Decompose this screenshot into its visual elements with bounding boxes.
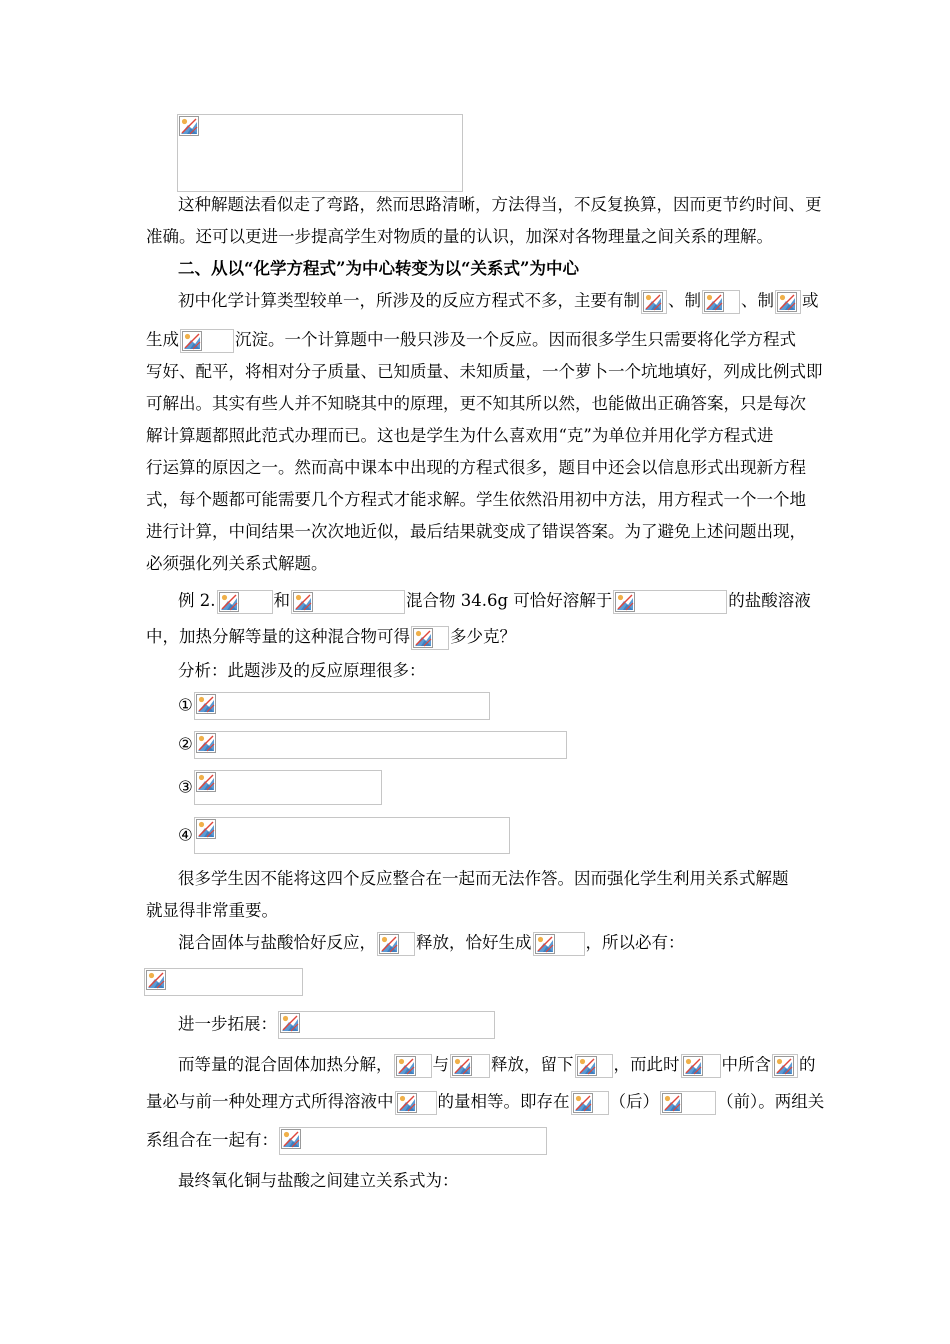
paragraph-line: 准确。还可以更进一步提高学生对物质的量的认识，加深对各物理量之间关系的理解。: [146, 227, 773, 246]
paragraph-line: 混合固体与盐酸恰好反应， 释放，恰好生成 ，所以必有：: [178, 930, 810, 956]
formula-image-placeholder: [291, 590, 405, 614]
paragraph-line: 解计算题都照此范式办理而已。这也是学生为什么喜欢用“克”为单位并用化学方程式进: [146, 426, 774, 445]
broken-image-icon: [281, 1129, 301, 1149]
example-line: 例 2. 和 混合物 34.6g 可恰好溶解于 的盐酸溶液: [178, 588, 810, 614]
broken-image-icon: [535, 934, 555, 954]
formula-image-placeholder: [613, 590, 727, 614]
broken-image-icon: [704, 292, 724, 312]
equation-image-placeholder: [194, 731, 567, 759]
paragraph-line: 系组合在一起有：: [146, 1127, 810, 1157]
formula-image-placeholder: [681, 1054, 721, 1078]
formula-image-placeholder: [702, 290, 740, 314]
equation-image-placeholder: [177, 114, 463, 192]
broken-image-icon: [179, 116, 199, 136]
broken-image-icon: [573, 1093, 593, 1113]
broken-image-icon: [196, 733, 216, 753]
paragraph-line: 而等量的混合固体加热分解， 与 释放，留下 ，而此时 中所含 的: [178, 1052, 810, 1078]
formula-image-placeholder: [575, 1054, 613, 1078]
broken-image-icon: [777, 292, 797, 312]
broken-image-icon: [662, 1093, 682, 1113]
formula-image-placeholder: [641, 290, 667, 314]
formula-image-placeholder: [377, 932, 415, 956]
paragraph-line: 量必与前一种处理方式所得溶液中 的量相等。即存在 （后） （前）。两组关: [146, 1089, 810, 1115]
broken-image-icon: [196, 772, 216, 792]
paragraph-line: 进行计算，中间结果一次次地近似，最后结果就变成了错误答案。为了避免上述问题出现，: [146, 522, 806, 541]
formula-image-placeholder: [395, 1091, 437, 1115]
paragraph-line: 很多学生因不能将这四个反应整合在一起而无法作答。因而强化学生利用关系式解题: [178, 869, 789, 888]
paragraph-line: 写好、配平，将相对分子质量、已知质量、未知质量，一个萝卜一个坑地填好，列成比例式即: [146, 362, 823, 381]
broken-image-icon: [280, 1013, 300, 1033]
equation-image-placeholder: [194, 770, 382, 805]
analysis-line: 分析：此题涉及的反应原理很多：: [178, 661, 426, 680]
broken-image-icon: [293, 592, 313, 612]
broken-image-icon: [196, 694, 216, 714]
broken-image-icon: [615, 592, 635, 612]
paragraph-line: 初中化学计算类型较单一，所涉及的反应方程式不多，主要有制 、制 、制 或: [178, 288, 810, 314]
paragraph-line: 可解出。其实有些人并不知晓其中的原理，更不知其所以然，也能做出正确答案，只是每次: [146, 394, 806, 413]
formula-image-placeholder: [450, 1054, 490, 1078]
broken-image-icon: [146, 970, 166, 990]
paragraph-line: 进一步拓展：: [178, 1011, 810, 1041]
formula-image-placeholder: [411, 626, 449, 650]
formula-image-placeholder: [660, 1091, 716, 1115]
formula-image-placeholder: [394, 1054, 432, 1078]
paragraph-line: 生成 沉淀。一个计算题中一般只涉及一个反应。因而很多学生只需要将化学方程式: [146, 327, 810, 353]
broken-image-icon: [413, 628, 433, 648]
formula-image-placeholder: [571, 1091, 609, 1115]
broken-image-icon: [379, 934, 399, 954]
paragraph-line: 就显得非常重要。: [146, 901, 278, 920]
broken-image-icon: [396, 1056, 416, 1076]
broken-image-icon: [219, 592, 239, 612]
broken-image-icon: [643, 292, 663, 312]
section-heading: 二、从以“化学方程式”为中心转变为以“关系式”为中心: [178, 259, 579, 278]
broken-image-icon: [452, 1056, 472, 1076]
example-line: 中，加热分解等量的这种混合物可得 多少克？: [146, 624, 810, 650]
formula-image-placeholder: [775, 290, 801, 314]
broken-image-icon: [683, 1056, 703, 1076]
paragraph-line: 式，每个题都可能需要几个方程式才能求解。学生依然沿用初中方法，用方程式一个一个地: [146, 490, 806, 509]
paragraph-line: 必须强化列关系式解题。: [146, 554, 328, 573]
formula-image-placeholder: [772, 1054, 798, 1078]
broken-image-icon: [577, 1056, 597, 1076]
broken-image-icon: [774, 1056, 794, 1076]
reaction-line: ②: [178, 731, 810, 759]
paragraph-line: 行运算的原因之一。然而高中课本中出现的方程式很多，题目中还会以信息形式出现新方程: [146, 458, 806, 477]
reaction-line: ④: [178, 817, 810, 855]
equation-image-placeholder: [194, 817, 510, 854]
paragraph-line: 最终氧化铜与盐酸之间建立关系式为：: [178, 1171, 459, 1190]
reaction-line: ①: [178, 692, 810, 720]
formula-image-placeholder: [217, 590, 273, 614]
equation-image-placeholder: [144, 968, 303, 996]
formula-image-placeholder: [533, 932, 585, 956]
reaction-line: ③: [178, 770, 810, 806]
broken-image-icon: [397, 1093, 417, 1113]
broken-image-icon: [196, 819, 216, 839]
equation-image-placeholder: [194, 692, 490, 720]
equation-image-placeholder: [279, 1127, 547, 1155]
broken-image-icon: [182, 331, 202, 351]
paragraph-line: 这种解题法看似走了弯路，然而思路清晰，方法得当，不反复换算，因而更节约时间、更: [178, 195, 822, 214]
equation-image-placeholder: [278, 1011, 495, 1039]
formula-image-placeholder: [180, 329, 234, 353]
